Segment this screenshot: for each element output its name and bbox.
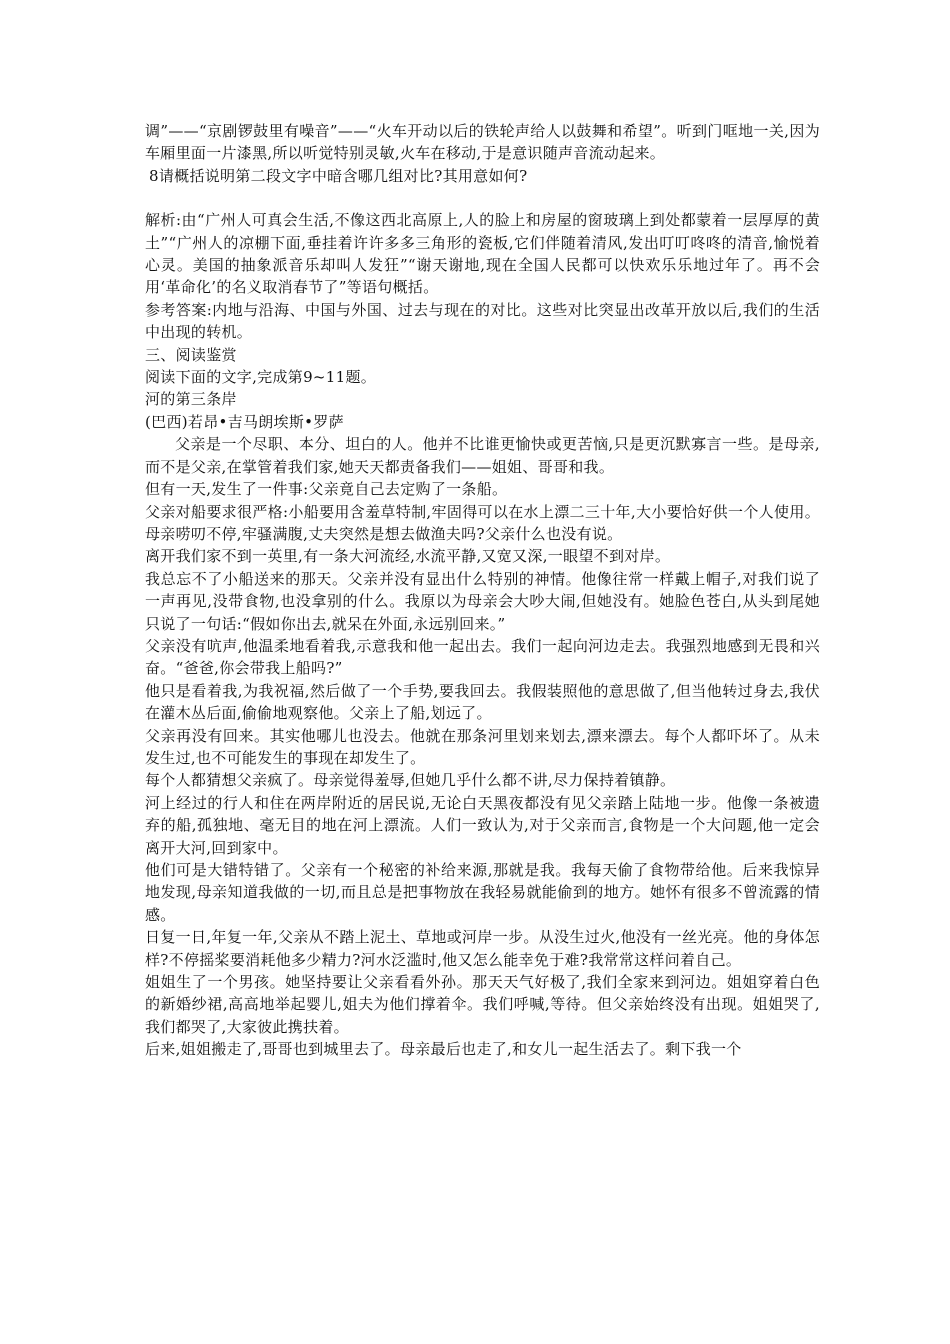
story-paragraph: 河上经过的行人和住在两岸附近的居民说,无论白天黑夜都没有见父亲踏上陆地一步。他像一条被遗弃的船,孤独地、毫无目的地在河上漂流。人们一致认为,对于父亲而言,食物是一个大问题,他一定会离开大河,回到家中。 (145, 793, 820, 857)
story-paragraph: 后来,姐姐搬走了,哥哥也到城里去了。母亲最后也走了,和女儿一起生活去了。剩下我一个 (145, 1040, 742, 1059)
story-paragraph: 我总忘不了小船送来的那天。父亲并没有显出什么特别的神情。他像往常一样戴上帽子,对我们说了一声再见,没带食物,也没拿别的什么。我原以为母亲会大吵大闹,但她没有。她脸色苍白,从头到尾她只说了一句话:“假如你出去,就呆在外面,永远别回来。” (145, 569, 820, 633)
story-paragraph: 他只是看着我,为我祝福,然后做了一个手势,要我回去。我假装照他的意思做了,但当他转过身去,我伏在灌木丛后面,偷偷地观察他。父亲上了船,划远了。 (145, 681, 820, 723)
story-paragraph: 但有一天,发生了一件事:父亲竟自己去定购了一条船。 (145, 480, 508, 499)
story-paragraph: 离开我们家不到一英里,有一条大河流经,水流平静,又宽又深,一眼望不到对岸。 (145, 547, 671, 566)
reading-instruction: 阅读下面的文字,完成第9~11题。 (145, 368, 377, 387)
story-paragraph: 父亲对船要求很严格:小船要用含羞草特制,牢固得可以在水上漂二三十年,大小要恰好供一个人使用。母亲唠叨不停,牢骚满腹,丈夫突然是想去做渔夫吗?父亲什么也没有说。 (145, 502, 820, 543)
blank-line (145, 187, 820, 209)
story-paragraph: 父亲再没有回来。其实他哪儿也没去。他就在那条河里划来划去,漂来漂去。每个人都吓坏了。从未发生过,也不可能发生的事现在却发生了。 (145, 726, 820, 767)
story-author: (巴西)若昂•吉马朗埃斯•罗萨 (145, 412, 344, 431)
story-title: 河的第三条岸 (145, 390, 237, 409)
question-8: 8请概括说明第二段文字中暗含哪几组对比?其用意如何? (149, 166, 528, 185)
story-paragraph: 父亲没有吭声,他温柔地看着我,示意我和他一起出去。我们一起向河边走去。我强烈地感到无畏和兴奋。“爸爸,你会带我上船吗?” (145, 636, 820, 678)
story-paragraph: 姐姐生了一个男孩。她坚持要让父亲看看外孙。那天天气好极了,我们全家来到河边。姐姐穿着白色的新婚纱裙,高高地举起婴儿,姐夫为他们撑着伞。我们呼喊,等待。但父亲始终没有出现。姐姐哭了,我们都哭了,大家彼此携扶着。 (145, 973, 820, 1036)
intro-paragraph: 调”——“京剧锣鼓里有噪音”——“火车开动以后的铁轮声给人以鼓舞和希望”。听到门哐地一关,因为车厢里面一片漆黑,所以听觉特别灵敏,火车在移动,于是意识随声音流动起来。 (145, 122, 820, 163)
story-paragraph: 他们可是大错特错了。父亲有一个秘密的补给来源,那就是我。我每天偷了食物带给他。后来我惊异地发现,母亲知道我做的一切,而且总是把事物放在我轻易就能偷到的地方。她怀有很多不曾流露的情感。 (145, 861, 820, 924)
document-page (145, 120, 820, 1061)
story-paragraph: 日复一日,年复一年,父亲从不踏上泥土、草地或河岸一步。从没生过火,他没有一丝光亮。他的身体怎样?不停摇桨要消耗他多少精力?河水泛滥时,他又怎么能幸免于难?我常常这样问着自己。 (145, 928, 820, 969)
story-paragraph: 父亲是一个尽职、本分、坦白的人。他并不比谁更愉快或更苦恼,只是更沉默寡言一些。是母亲,而不是父亲,在掌管着我们家,她天天都责备我们——姐姐、哥哥和我。 (145, 435, 820, 476)
reference-answer: 参考答案:内地与沿海、中国与外国、过去与现在的对比。这些对比突显出改革开放以后,我们的生活中出现的转机。 (145, 300, 820, 342)
analysis-paragraph: 解析:由“广州人可真会生活,不像这西北高原上,人的脸上和房屋的窗玻璃上到处都蒙着一层厚厚的黄土”“广州人的凉棚下面,垂挂着许许多多三角形的瓷板,它们伴随着清风,发出叮叮咚咚的清音,愉悦着心灵。美国的抽象派音乐却叫人发狂”“谢天谢地,现在全国人民都可以快欢乐乐地过年了。再不会用‘革命化’的名义取消春节了”等语句概括。 (145, 211, 820, 297)
section-heading: 三、阅读鉴赏 (145, 345, 237, 364)
story-paragraph: 每个人都猜想父亲疯了。母亲觉得羞辱,但她几乎什么都不讲,尽力保持着镇静。 (145, 771, 676, 790)
